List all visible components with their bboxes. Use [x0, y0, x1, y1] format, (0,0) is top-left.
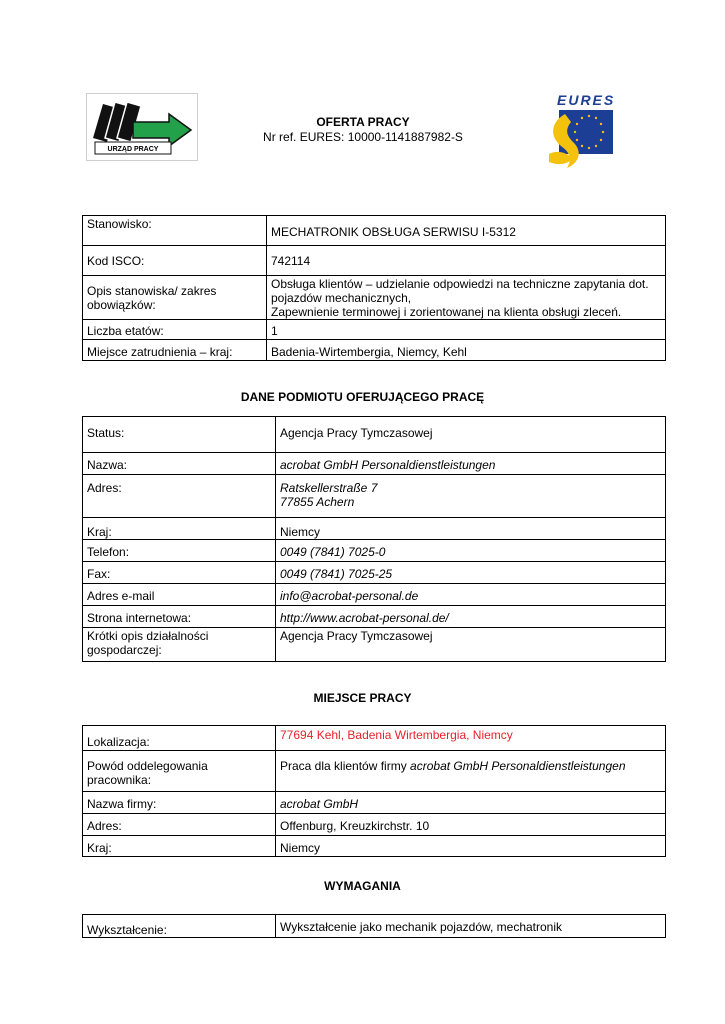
table-row: [83, 792, 666, 814]
table-row: [83, 216, 666, 246]
job-label: Stanowisko:: [83, 216, 267, 246]
workplace-company: acrobat GmbH: [276, 792, 666, 814]
table-row: [83, 475, 666, 518]
job-label: Kod ISCO:: [83, 246, 267, 276]
employer-label: Nazwa:: [83, 453, 276, 475]
employer-label: Strona internetowa:: [83, 606, 276, 628]
workplace-location: 77694 Kehl, Badenia Wirtembergia, Niemcy: [276, 726, 666, 751]
eures-logo: [543, 92, 615, 172]
job-table: [82, 215, 666, 361]
employer-email: info@acrobat-personal.de: [276, 584, 666, 606]
employer-label: Adres e-mail: [83, 584, 276, 606]
posting-reason-prefix: Praca dla klientów firmy: [280, 759, 411, 773]
posting-reason-company: acrobat GmbH Personaldienstleistungen: [410, 759, 626, 773]
workplace-label: Powód oddelegowania pracownika:: [83, 751, 276, 792]
urzad-pracy-caption: URZĄD PRACY: [107, 146, 159, 153]
employer-value: acrobat GmbH Personaldienstleistungen: [276, 453, 666, 475]
table-row: [83, 628, 666, 662]
urzad-pracy-logo-graphic: [87, 94, 197, 160]
requirements-table: [82, 914, 666, 938]
table-row: [83, 606, 666, 628]
employer-value: Agencja Pracy Tymczasowej: [276, 628, 666, 662]
workplace-label: Adres:: [83, 814, 276, 836]
workplace-table: [82, 725, 666, 857]
employer-label: Kraj:: [83, 518, 276, 540]
employer-label: Krótki opis działalności gospodarczej:: [83, 628, 276, 662]
workplace-label: Nazwa firmy:: [83, 792, 276, 814]
job-value: [267, 276, 666, 320]
job-label: Liczba etatów:: [83, 320, 267, 340]
requirements-section-heading: WYMAGANIA: [324, 879, 401, 893]
job-label: Miejsce zatrudnienia – kraj:: [83, 340, 267, 361]
reference-number: Nr ref. EURES: 10000-1141887982-S: [263, 130, 463, 144]
workplace-address: Offenburg, Kreuzkirchstr. 10: [276, 814, 666, 836]
employer-label: Status:: [83, 417, 276, 453]
employer-value: [276, 475, 666, 518]
table-row: [83, 915, 666, 938]
table-row: [83, 276, 666, 320]
workplace-country: Niemcy: [276, 836, 666, 857]
job-value: Badenia-Wirtembergia, Niemcy, Kehl: [267, 340, 666, 361]
table-row: [83, 453, 666, 475]
workplace-value: [276, 751, 666, 792]
employer-table: [82, 416, 666, 662]
eures-logo-graphic: [543, 92, 615, 172]
job-value: MECHATRONIK OBSŁUGA SERWISU I-5312: [267, 216, 666, 246]
table-row: [83, 814, 666, 836]
employer-website: http://www.acrobat-personal.de/: [276, 606, 666, 628]
employer-value: 0049 (7841) 7025-0: [276, 540, 666, 562]
workplace-label: Lokalizacja:: [83, 726, 276, 751]
table-row: [83, 562, 666, 584]
employer-label: Adres:: [83, 475, 276, 518]
address-line: Ratskellerstraße 7: [280, 481, 378, 495]
employer-value: Niemcy: [276, 518, 666, 540]
employer-value: 0049 (7841) 7025-25: [276, 562, 666, 584]
table-row: [83, 417, 666, 453]
table-row: [83, 340, 666, 361]
employer-label: Telefon:: [83, 540, 276, 562]
job-description-line: Obsługa klientów – udzielanie odpowiedzi na techniczne zapytania dot. pojazdów mechanicznych,: [271, 277, 649, 305]
document-header: [230, 115, 496, 145]
job-value: 1: [267, 320, 666, 340]
employer-section-heading: DANE PODMIOTU OFERUJĄCEGO PRACĘ: [240, 390, 485, 404]
table-row: [83, 320, 666, 340]
table-row: [83, 836, 666, 857]
table-row: [83, 540, 666, 562]
job-value: 742114: [267, 246, 666, 276]
job-label: Opis stanowiska/ zakres obowiązków:: [83, 276, 267, 320]
workplace-label: Kraj:: [83, 836, 276, 857]
requirements-label: Wykształcenie:: [83, 915, 276, 938]
requirements-value: Wykształcenie jako mechanik pojazdów, mechatronik: [276, 915, 666, 938]
document-title: OFERTA PRACY: [316, 115, 410, 129]
table-row: [83, 751, 666, 792]
workplace-section-heading: MIEJSCE PRACY: [313, 691, 412, 705]
eures-wordmark: EURES: [557, 92, 615, 108]
address-line: 77855 Achern: [280, 495, 355, 509]
employer-value: Agencja Pracy Tymczasowej: [276, 417, 666, 453]
table-row: [83, 726, 666, 751]
job-description-line: Zapewnienie terminowej i zorientowanej na klienta obsługi zleceń.: [271, 305, 622, 319]
table-row: [83, 518, 666, 540]
table-row: [83, 246, 666, 276]
urzad-pracy-logo: [86, 93, 198, 161]
table-row: [83, 584, 666, 606]
employer-label: Fax:: [83, 562, 276, 584]
